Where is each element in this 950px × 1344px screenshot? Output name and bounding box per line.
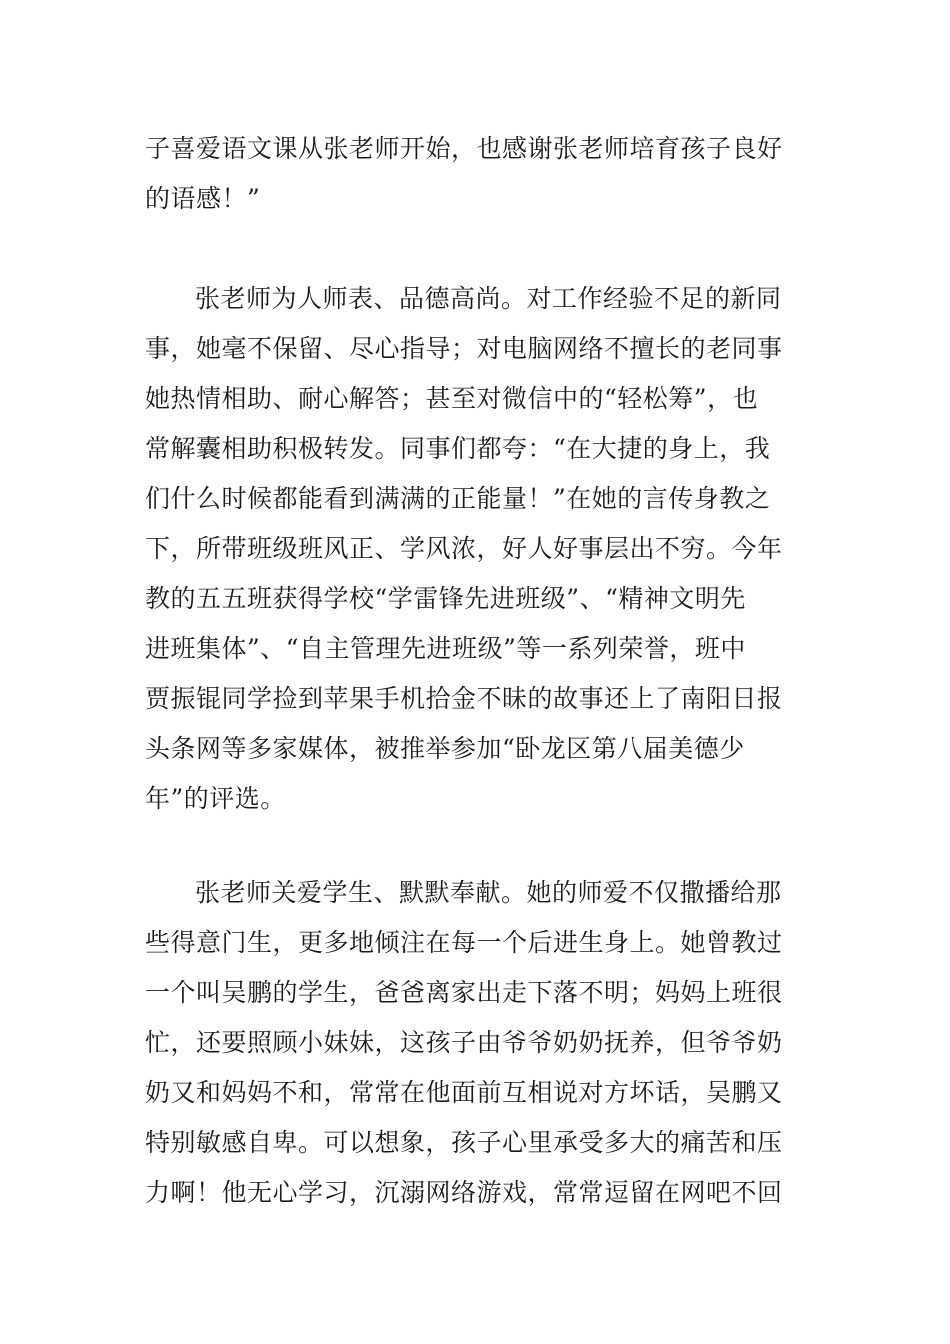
text-line: 事，她毫不保留、尽心指导；对电脑网络不擅长的老同事 [145,334,783,363]
text-line: 些得意门生，更多地倾注在每一个后进生身上。她曾教过 [145,928,783,957]
paragraph-virtue [145,274,805,824]
paragraph-care [145,868,805,1218]
paragraph-continuation [145,124,805,224]
text-line: 她热情相助、耐心解答；甚至对微信中的“轻松筹”，也 [145,384,759,413]
text-line: 子喜爱语文课从张老师开始，也感谢张老师培育孩子良好 [145,134,783,163]
text-line: 一个叫吴鹏的学生，爸爸离家出走下落不明；妈妈上班很 [145,978,783,1007]
text-line: 力啊！他无心学习，沉溺网络游戏，常常逗留在网吧不回 [145,1178,783,1207]
text-line: 头条网等多家媒体，被推举参加“卧龙区第八届美德少 [145,734,745,763]
text-line: 教的五五班获得学校“学雷锋先进班级”、“精神文明先 [145,584,746,613]
text-line: 忙，还要照顾小妹妹，这孩子由爷爷奶奶抚养，但爷爷奶 [145,1028,783,1057]
text-line: 常解囊相助积极转发。同事们都夸：“在大捷的身上，我 [145,434,771,463]
text-line: 们什么时候都能看到满满的正能量！”在她的言传身教之 [145,484,771,513]
text-line: 张老师为人师表、品德高尚。对工作经验不足的新同 [195,284,782,313]
text-line: 张老师关爱学生、默默奉献。她的师爱不仅撒播给那 [195,878,782,907]
text-line: 贾振锟同学捡到苹果手机拾金不昧的故事还上了南阳日报 [145,684,783,713]
text-line: 特别敏感自卑。可以想象，孩子心里承受多大的痛苦和压 [145,1128,783,1157]
text-line: 奶又和妈妈不和，常常在他面前互相说对方坏话，吴鹏又 [145,1078,783,1107]
text-line: 的语感！” [145,184,261,213]
text-line: 下，所带班级班风正、学风浓，好人好事层出不穷。今年 [145,534,783,563]
text-line: 年”的评选。 [145,784,286,813]
text-line: 进班集体”、“自主管理先进班级”等一系列荣誉，班中 [145,634,746,663]
